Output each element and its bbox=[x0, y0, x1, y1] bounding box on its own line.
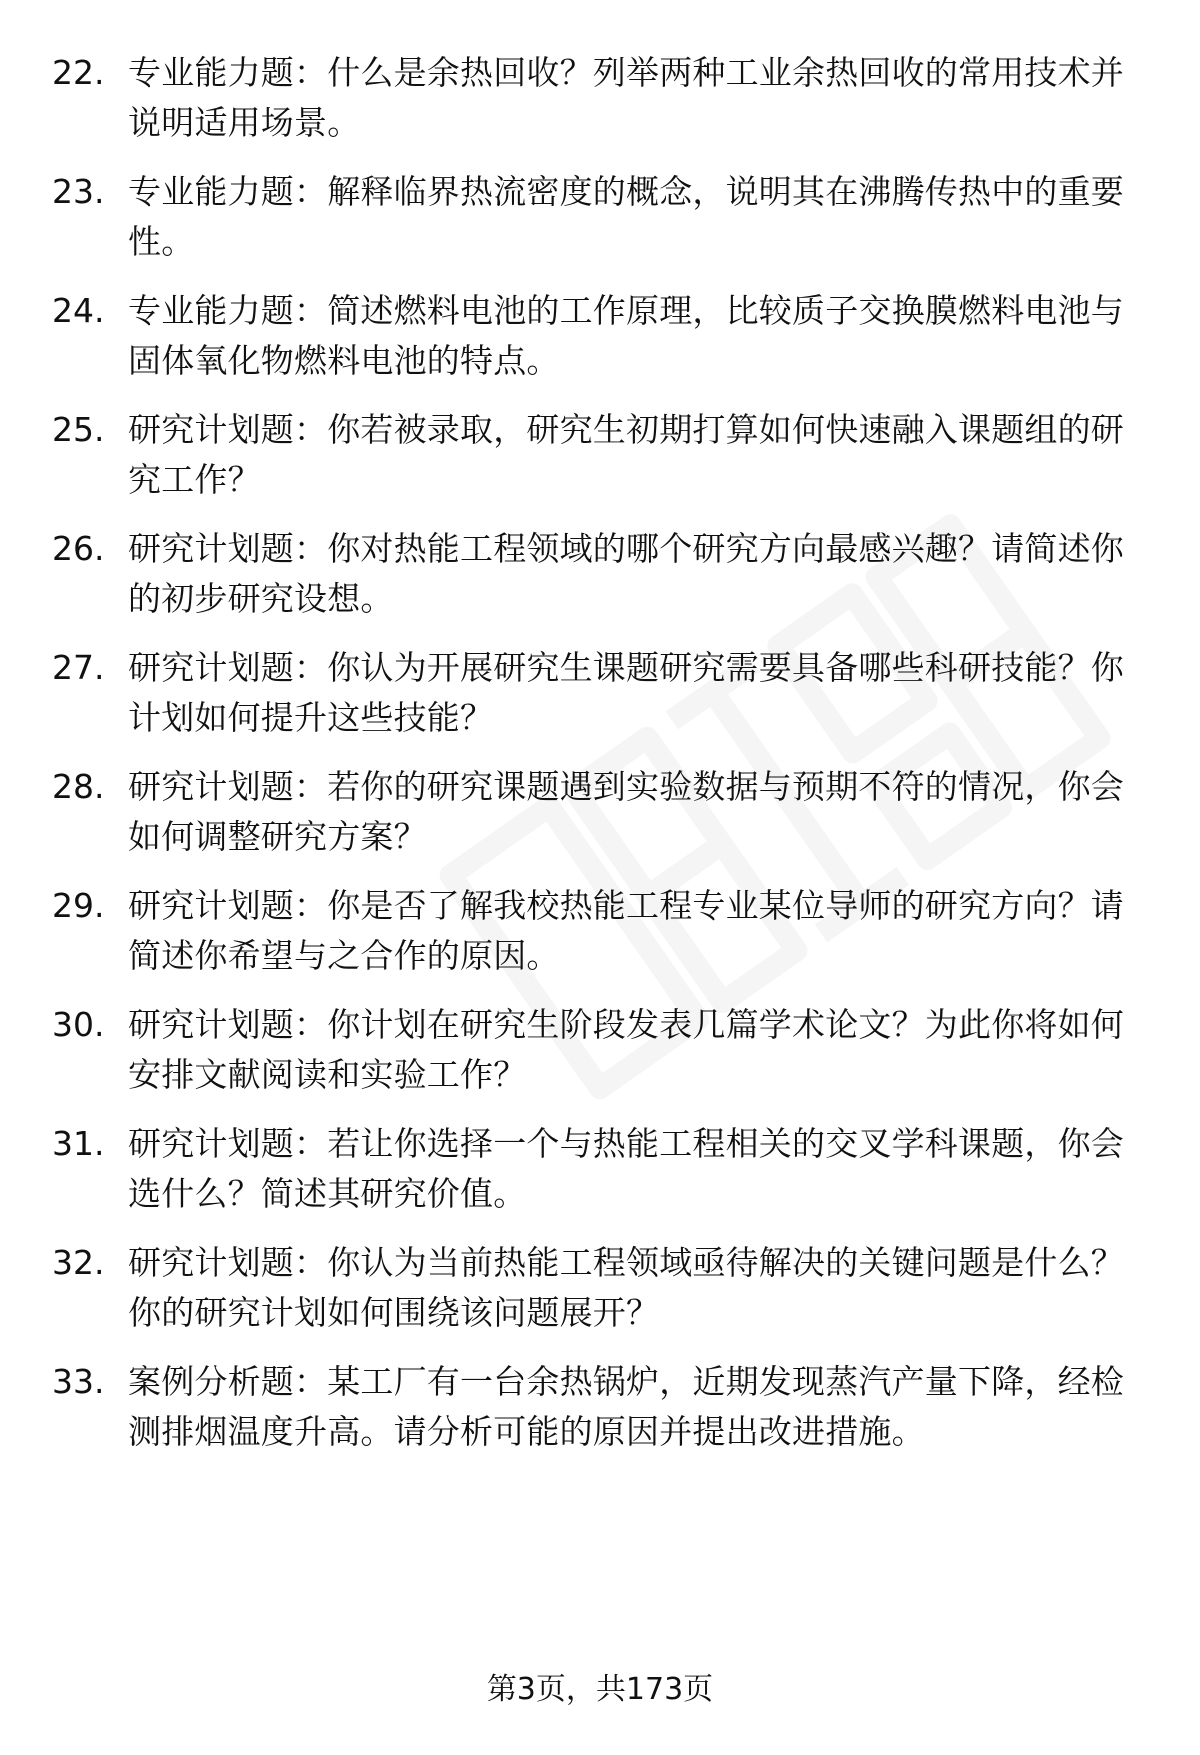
question-text: 专业能力题：什么是余热回收？列举两种工业余热回收的常用技术并说明适用场景。 bbox=[128, 53, 1124, 142]
question-number: 27. bbox=[52, 648, 105, 687]
question-text: 研究计划题：若你的研究课题遇到实验数据与预期不符的情况，你会如何调整研究方案？ bbox=[128, 767, 1124, 856]
question-text: 专业能力题：简述燃料电池的工作原理，比较质子交换膜燃料电池与固体氧化物燃料电池的特点。 bbox=[128, 291, 1124, 380]
question-item bbox=[0, 1357, 1200, 1467]
question-number: 22. bbox=[52, 53, 105, 92]
question-number: 33. bbox=[52, 1362, 105, 1401]
question-number: 29. bbox=[52, 886, 105, 925]
question-item bbox=[0, 881, 1200, 991]
question-item bbox=[0, 167, 1200, 277]
question-number: 30. bbox=[52, 1005, 105, 1044]
question-number: 28. bbox=[52, 767, 105, 806]
question-text: 研究计划题：若让你选择一个与热能工程相关的交叉学科课题，你会选什么？简述其研究价值。 bbox=[128, 1124, 1124, 1213]
question-text: 专业能力题：解释临界热流密度的概念，说明其在沸腾传热中的重要性。 bbox=[128, 172, 1124, 261]
question-text: 研究计划题：你认为开展研究生课题研究需要具备哪些科研技能？你计划如何提升这些技能？ bbox=[128, 648, 1124, 737]
page-footer: 第3页，共173页 bbox=[486, 1672, 714, 1707]
question-text: 研究计划题：你认为当前热能工程领域亟待解决的关键问题是什么？你的研究计划如何围绕该问题展开？ bbox=[128, 1243, 1124, 1332]
question-number: 31. bbox=[52, 1124, 105, 1163]
question-number: 25. bbox=[52, 410, 105, 449]
question-item bbox=[0, 286, 1200, 396]
question-text: 研究计划题：你是否了解我校热能工程专业某位导师的研究方向？请简述你希望与之合作的原因。 bbox=[128, 886, 1124, 975]
question-text: 案例分析题：某工厂有一台余热锅炉，近期发现蒸汽产量下降，经检测排烟温度升高。请分析可能的原因并提出改进措施。 bbox=[128, 1362, 1124, 1451]
question-number: 23. bbox=[52, 172, 105, 211]
question-item bbox=[0, 405, 1200, 515]
question-number: 32. bbox=[52, 1243, 105, 1282]
question-item bbox=[0, 643, 1200, 753]
question-item bbox=[0, 524, 1200, 634]
question-text: 研究计划题：你对热能工程领域的哪个研究方向最感兴趣？请简述你的初步研究设想。 bbox=[128, 529, 1124, 618]
question-item bbox=[0, 762, 1200, 872]
question-item bbox=[0, 1119, 1200, 1229]
question-item bbox=[0, 1000, 1200, 1110]
question-item bbox=[0, 1238, 1200, 1348]
question-number: 26. bbox=[52, 529, 105, 568]
question-item bbox=[0, 48, 1200, 158]
question-text: 研究计划题：你计划在研究生阶段发表几篇学术论文？为此你将如何安排文献阅读和实验工作？ bbox=[128, 1005, 1124, 1094]
question-text: 研究计划题：你若被录取，研究生初期打算如何快速融入课题组的研究工作？ bbox=[128, 410, 1124, 499]
question-number: 24. bbox=[52, 291, 105, 330]
